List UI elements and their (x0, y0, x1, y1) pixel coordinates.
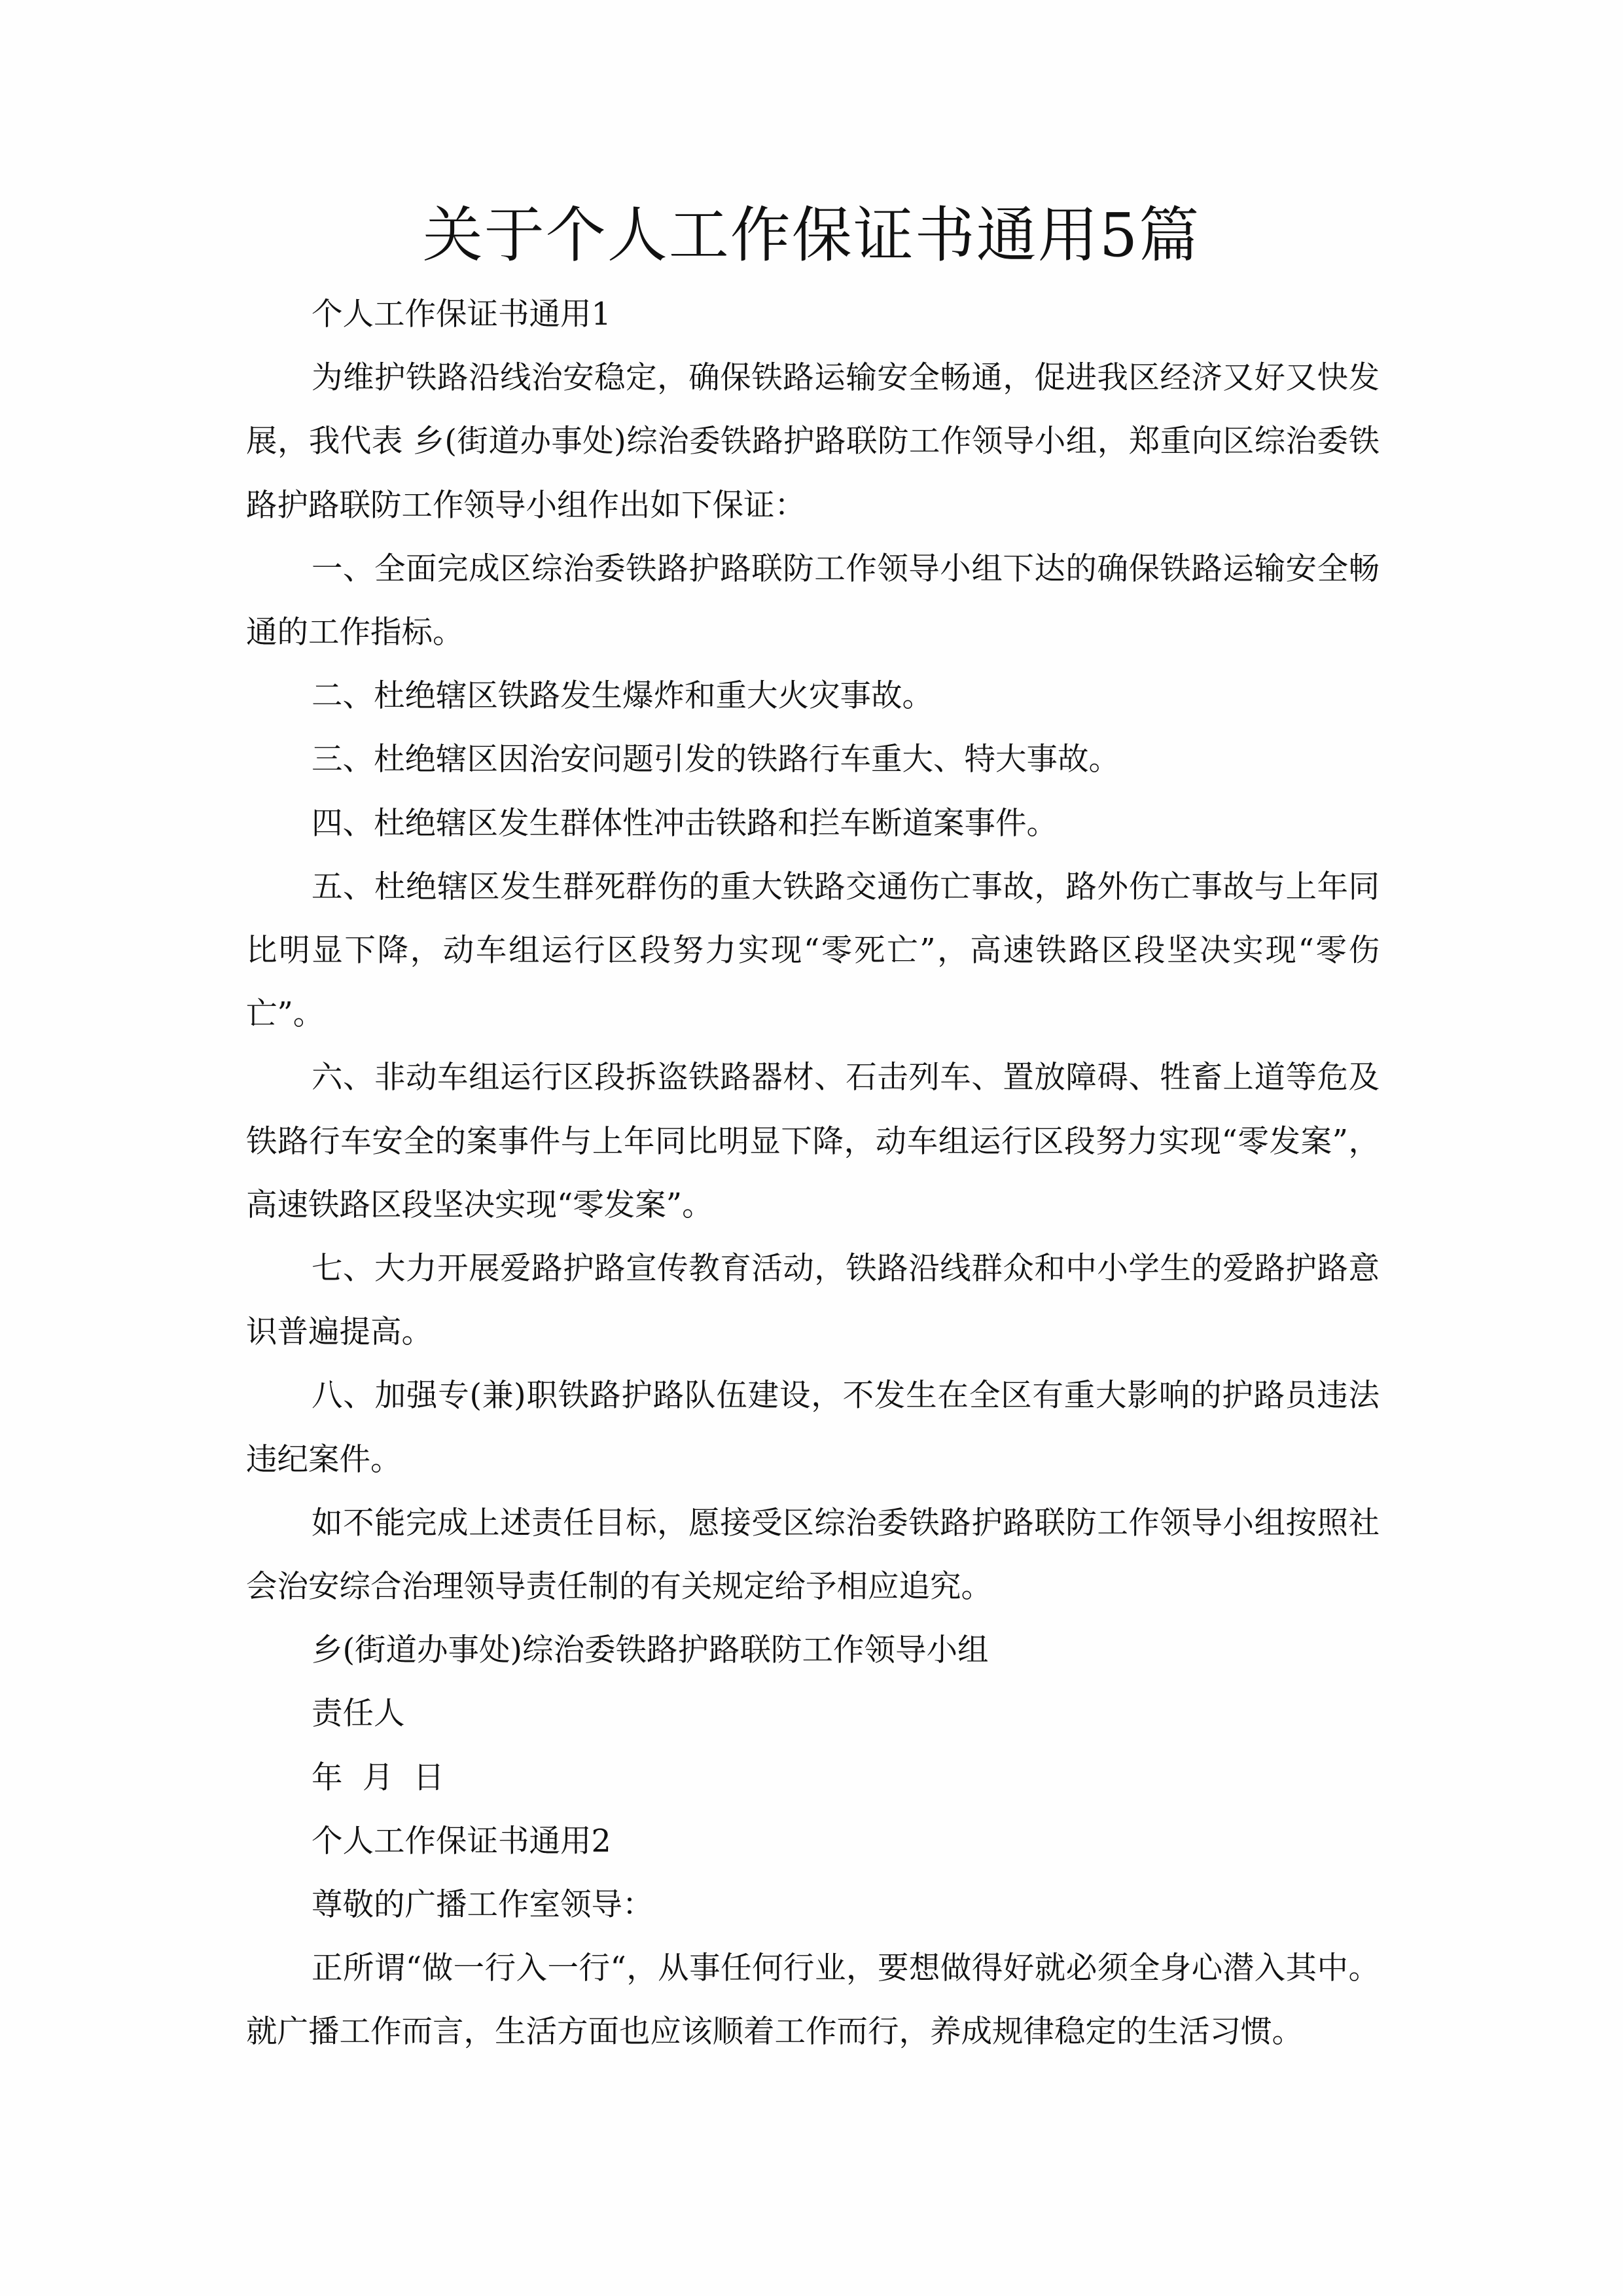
signature-date: 年 月 日 (312, 1759, 444, 1796)
signature-organization: 乡(街道办事处)综治委铁路护路联防工作领导小组 (312, 1632, 989, 1669)
paragraph: 七、大力开展爱路护路宣传教育活动，铁路沿线群众和中小学生的爱路护路意识普遍提高。 (246, 1251, 1380, 1351)
document-body (246, 283, 1380, 2064)
salutation: 尊敬的广播工作室领导： (312, 1887, 654, 1924)
section-heading: 个人工作保证书通用2 (312, 1823, 611, 1859)
document-title: 关于个人工作保证书通用5篇 (422, 200, 1201, 270)
paragraph: 二、杜绝辖区铁路发生爆炸和重大火灾事故。 (312, 678, 933, 715)
paragraph: 一、全面完成区综治委铁路护路联防工作领导小组下达的确保铁路运输安全畅通的工作指标。 (246, 550, 1380, 651)
paragraph: 六、非动车组运行区段拆盗铁路器材、石击列车、置放障碍、牲畜上道等危及铁路行车安全的案事件与上年同比明显下降，动车组运行区段努力实现“零发案”，高速铁路区段坚决实现“零发案”。 (246, 1060, 1380, 1223)
paragraph: 八、加强专(兼)职铁路护路队伍建设，不发生在全区有重大影响的护路员违法违纪案件。 (246, 1378, 1380, 1478)
paragraph: 如不能完成上述责任目标，愿接受区综治委铁路护路联防工作领导小组按照社会治安综合治理领导责任制的有关规定给予相应追究。 (246, 1505, 1380, 1605)
signature-responsible-person: 责任人 (312, 1696, 405, 1732)
paragraph: 为维护铁路沿线治安稳定，确保铁路运输安全畅通，促进我区经济又好又快发展，我代表 乡(街道办事处)综治委铁路护路联防工作领导小组，郑重向区综治委铁路护路联防工作领导小组作出如下保证： (246, 360, 1380, 524)
paragraph: 五、杜绝辖区发生群死群伤的重大铁路交通伤亡事故，路外伤亡事故与上年同比明显下降，动车组运行区段努力实现“零死亡”，高速铁路区段坚决实现“零伤亡”。 (246, 869, 1380, 1033)
paragraph: 正所谓“做一行入一行“，从事任何行业，要想做得好就必须全身心潜入其中。就广播工作而言，生活方面也应该顺着工作而行，养成规律稳定的生活习惯。 (246, 1950, 1380, 2051)
paragraph: 三、杜绝辖区因治安问题引发的铁路行车重大、特大事故。 (312, 742, 1120, 778)
section-heading: 个人工作保证书通用1 (312, 296, 611, 332)
paragraph: 四、杜绝辖区发生群体性冲击铁路和拦车断道案事件。 (312, 805, 1058, 842)
